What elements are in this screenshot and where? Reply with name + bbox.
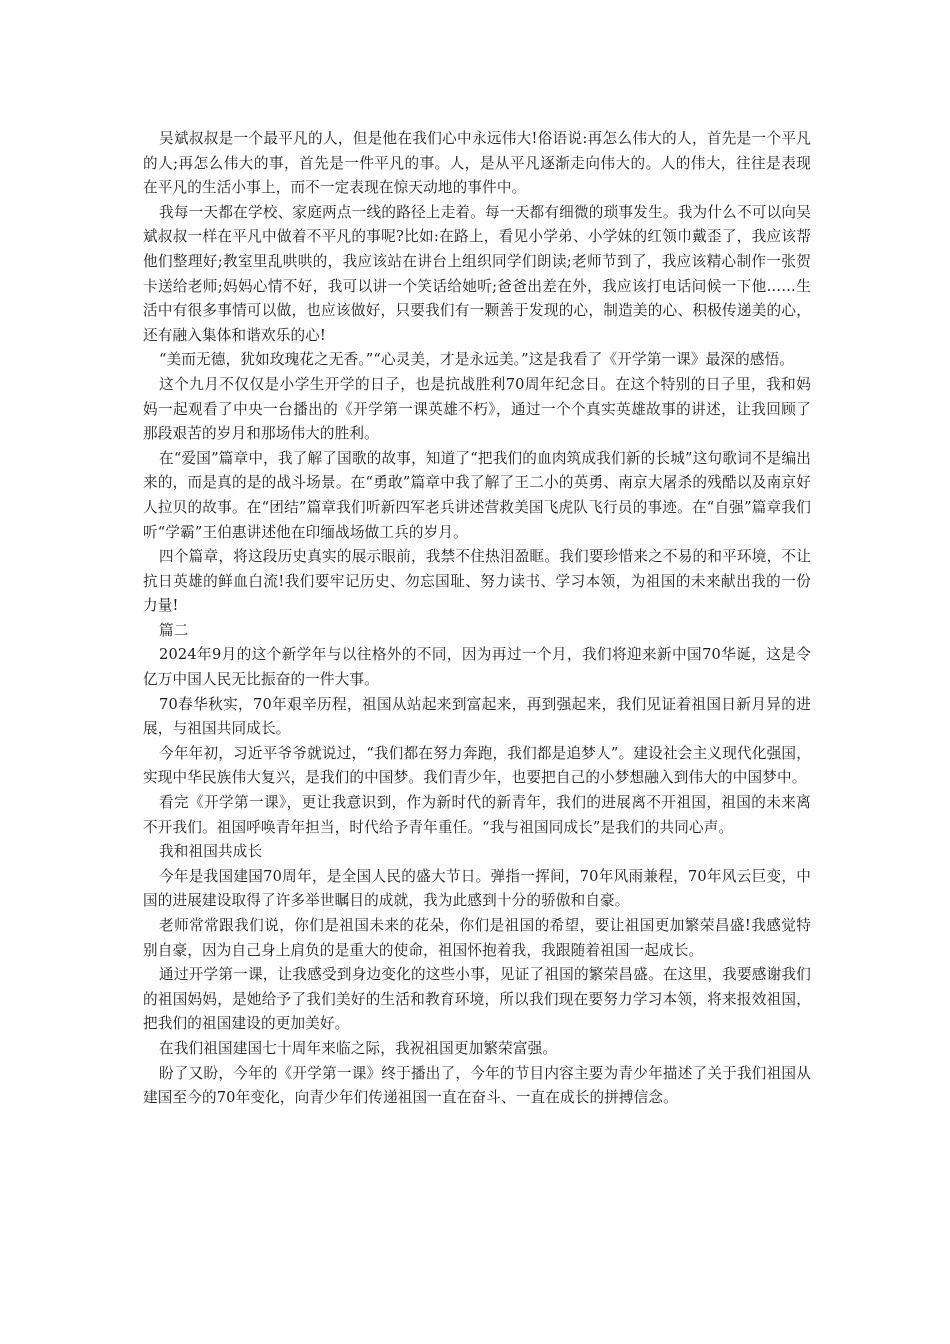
- paragraph-10: 看完《开学第一课》，更让我意识到，作为新时代的新青年，我们的进展离不开祖国，祖国的未来离不开我们。祖国呼唤青年担当，时代给予青年重任。“我与祖国同成长”是我们的共同心声。: [143, 794, 811, 836]
- section-heading-growth: 我和祖国共成长: [159, 843, 263, 861]
- document-body: [143, 127, 811, 1111]
- section-heading-part-two: 篇二: [159, 621, 189, 639]
- paragraph-14: 在我们祖国建国七十周年来临之际，我祝祖国更加繁荣富强。: [159, 1039, 558, 1057]
- paragraph-8: 70春华秋实，70年艰辛历程，祖国从站起来到富起来，再到强起来，我们见证着祖国日新月异的进展，与祖国共同成长。: [143, 695, 811, 738]
- paragraph-2: 我每一天都在学校、家庭两点一线的路径上走着。每一天都有细微的琐事发生。我为什么不可以向吴斌叔叔一样在平凡中做着不平凡的事呢?比如:在路上，看见小学弟、小学妹的红领巾戴歪了，我应该帮他们整理好;教室里乱哄哄的，我应该站在讲台上组织同学们朗读;老师节到了，我应该精心制作一张贺卡送给老师;妈妈心情不好，我可以讲一个笑话给她听;爸爸出差在外，我应该打电话问候一下他……生活中有很多事情可以做，也应该做好，只要我们有一颗善于发现的心，制造美的心、积极传递美的心，还有融入集体和谐欢乐的心!: [143, 203, 811, 344]
- paragraph-11: 今年是我国建国70周年，是全国人民的盛大节日。弹指一挥间，70年风雨兼程，70年风云巨变，中国的进展建设取得了许多举世瞩目的成就，我为此感到十分的骄傲和自豪。: [143, 867, 811, 910]
- paragraph-9: 今年年初，习近平爷爷就说过，“我们都在努力奔跑，我们都是追梦人”。建设社会主义现代化强国，实现中华民族伟大复兴，是我们的中国梦。我们青少年，也要把自己的小梦想融入到伟大的中国梦中。: [143, 744, 811, 787]
- paragraph-6: 四个篇章，将这段历史真实的展示眼前，我禁不住热泪盈眶。我们要珍惜来之不易的和平环境，不让抗日英雄的鲜血白流!我们要牢记历史、勿忘国耻、努力读书、学习本领，为祖国的未来献出我的一份力量!: [143, 548, 811, 615]
- paragraph-7: 2024年9月的这个新学年与以往格外的不同，因为再过一个月，我们将迎来新中国70华诞，这是令亿万中国人民无比振奋的一件大事。: [143, 646, 811, 689]
- paragraph-3: “美而无德，犹如玫瑰花之无香。”“心灵美，才是永远美。”这是我看了《开学第一课》最深的感悟。: [159, 351, 795, 369]
- paragraph-4: 这个九月不仅仅是小学生开学的日子，也是抗战胜利70周年纪念日。在这个特别的日子里，我和妈妈一起观看了中央一台播出的《开学第一课英雄不朽》，通过一个个真实英雄故事的讲述，让我回顾了那段艰苦的岁月和那场伟大的胜利。: [143, 375, 811, 443]
- paragraph-13: 通过开学第一课，让我感受到身边变化的这些小事，见证了祖国的繁荣昌盛。在这里，我要感谢我们的祖国妈妈，是她给予了我们美好的生活和教育环境，所以我们现在要努力学习本领，将来报效祖国，把我们的祖国建设的更加美好。: [143, 966, 811, 1033]
- paragraph-1: 吴斌叔叔是一个最平凡的人，但是他在我们心中永远伟大!俗语说:再怎么伟大的人，首先是一个平凡的人;再怎么伟大的事，首先是一件平凡的事。人，是从平凡逐渐走向伟大的。人的伟大，往往是表现在平凡的生活小事上，而不一定表现在惊天动地的事件中。: [143, 130, 811, 197]
- paragraph-5: 在“爱国”篇章中，我了解了国歌的故事，知道了“把我们的血肉筑成我们新的长城”这句歌词不是编出来的，而是真的是的战斗场景。在“勇敢”篇章中我了解了王二小的英勇、南京大屠杀的残酷以及南京好人拉贝的故事。在“团结”篇章我们听新四军老兵讲述营救美国飞虎队飞行员的事迹。在“自强”篇章我们听“学霸”王伯惠讲述他在印缅战场做工兵的岁月。: [143, 449, 811, 541]
- paragraph-12: 老师常常跟我们说，你们是祖国未来的花朵，你们是祖国的希望，要让祖国更加繁荣昌盛!我感觉特别自豪，因为自己身上肩负的是重大的使命，祖国怀抱着我，我跟随着祖国一起成长。: [143, 917, 811, 959]
- paragraph-15: 盼了又盼，今年的《开学第一课》终于播出了，今年的节目内容主要为青少年描述了关于我们祖国从建国至今的70年变化，向青少年们传递祖国一直在奋斗、一直在成长的拼搏信念。: [143, 1064, 811, 1107]
